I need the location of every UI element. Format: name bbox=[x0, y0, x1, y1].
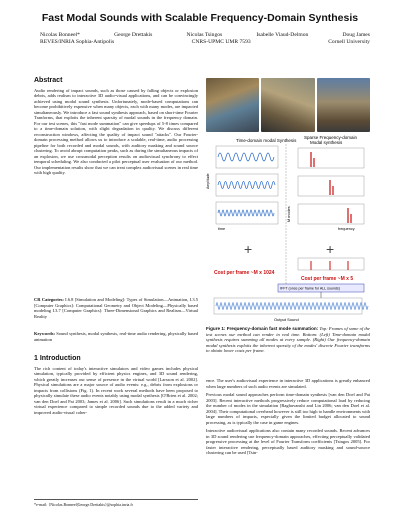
author-name: Isabelle Viaud-Delmon bbox=[256, 32, 309, 38]
right-panel-title: Sparse Frequency-domain bbox=[304, 135, 358, 140]
frequency-domain-plots bbox=[298, 148, 364, 224]
figure-teaser-images bbox=[206, 78, 370, 132]
introduction-section bbox=[34, 356, 198, 418]
author-name: Nicolas Tsingos bbox=[186, 32, 223, 38]
caption-label: Figure 1: bbox=[206, 326, 226, 331]
right-column-text bbox=[206, 378, 370, 459]
cr-label: CR Categories: bbox=[34, 297, 64, 302]
modes-label: M modes bbox=[287, 206, 291, 222]
keywords-label: Keywords: bbox=[34, 331, 55, 336]
affiliation: REVES/INRIA Sophia-Antipolis bbox=[40, 39, 115, 46]
paragraph: Previous modal sound approaches perform time-domain synthesis [van den Doel and Pai 2003]. Recent interactive methods progressively reduce computational load by reducing the number of modes in the simulation [Raghuvanshi and Lin 2006; van den Doel et al. 2004]. Their computational overhead however is still too high to handle environments with large numbers of impacts, especially given the limited budget allocated to sound processing, as is typically the case in game engines. bbox=[206, 392, 371, 425]
cost-right: Cost per frame ~M x 5 bbox=[301, 276, 354, 282]
time-domain-plots bbox=[216, 146, 278, 224]
ifft-label: IFFT (once per frame for ALL sounds) bbox=[280, 286, 340, 291]
sum-symbol: + bbox=[244, 241, 253, 257]
right-panel-subtitle: Modal synthesis bbox=[310, 140, 343, 145]
introduction-heading: 1 Introduction bbox=[34, 355, 81, 362]
footnote: *e-mail: {Nicolas.Bonneel|George.Drettakis}@sophia.inria.fr bbox=[34, 499, 198, 507]
keywords bbox=[34, 331, 198, 342]
abstract-heading: Abstract bbox=[34, 77, 63, 84]
abstract-text: Audio rendering of impact sounds, such as those caused by falling objects or explosion debris, adds realism to interactive 3D audio-visual applications, and can be convincingly achieved using modal sound synthesis. Unfortunately, mode-based computations can become prohibitively expensive when many objects, each with many modes, are impacted simultaneously. We introduce a fast sound synthesis approach, based on short-time Fourier Tranforms, that exploits the inherent sparsity of modal sounds in the frequency domain. For our test scenes, this "fast mode summation" can give speedups of 5-8 times compared to a time-domain solution, with slight degradation in quality. We discuss different reconstruction windows, affecting the quality of impact sound "attacks". Our Fourier-domain processing method allows us to introduce a scalable, real-time, audio processing pipeline for both recorded and modal sounds, with auditory masking and sound source clustering. To avoid abrupt computation peaks, such as during the simultaneous impacts of an explosion, we use crossmodal perception results on audiovisual synchrony to effect temporal scheduling. We also conducted a pilot perceptual user evaluation of our method. Our implementation results show that we can treat complex audiovisual scenes in real time with high quality. bbox=[34, 87, 198, 175]
left-panel-title: Time-domain modal Synthesis bbox=[236, 138, 297, 143]
output-sound-label: Output Sound bbox=[274, 317, 299, 322]
author-name: Doug James bbox=[342, 32, 370, 38]
frequency-axis-label: frequency bbox=[338, 227, 355, 231]
author-name: George Drettakis bbox=[114, 32, 153, 38]
scene-screenshot bbox=[317, 78, 370, 132]
synthesis-diagram bbox=[206, 134, 370, 324]
scene-screenshot bbox=[261, 78, 314, 132]
author-block bbox=[40, 32, 370, 46]
cost-left: Cost per frame ~M x 1024 bbox=[214, 270, 275, 276]
figure-caption bbox=[206, 326, 370, 354]
figure-diagram bbox=[206, 134, 370, 324]
amplitude-label: Amplitude bbox=[206, 173, 210, 189]
keywords-text: Sound synthesis, modal synthesis, real-time audio rendering, physically based animation bbox=[34, 331, 198, 342]
paragraph: ence. The user's audiovisual experience in interactive 3D applications is greatly enhanced when large numbers of such audio events are simulated. bbox=[206, 378, 370, 389]
abstract-section bbox=[34, 78, 198, 179]
affiliation: Cornell University bbox=[328, 39, 370, 46]
cr-categories bbox=[34, 297, 198, 319]
affiliation: CNRS-UPMC UMR 7593 bbox=[191, 39, 251, 46]
scene-screenshot bbox=[206, 78, 259, 132]
sum-symbol: + bbox=[326, 241, 335, 257]
introduction-text: The rich content of today's interactive simulators and video games includes physical simulation, typically provided by efficient physics engines, and 3D sound rendering, which greatly increases our sense of presence in the virtual world [Larsson et al. 2002]. Physical simulations are a major source of audio events: e.g., debris from explosions or impacts from collisions (Fig. 1). In recent work several methods have been proposed to physically simulate these audio events notably using modal synthesis [O'Brien et al. 2002; van den Doel and Pai 2003; James et al. 2006]. Such simulations result in a much richer virtual experience compared to simple recorded sounds due to the added variety and improved audio-visual coher- bbox=[34, 365, 198, 415]
time-axis-label: time bbox=[218, 227, 226, 231]
cr-text: I.6.8 [Simulation and Modeling]: Types of Simulation—Animation, I.3.5 [Computer Graphics]: Computational Geometry and Object Modeling—Physically based modeling I.3.7 [Computer Graphics]: Three-Dimensional Graphics and Realism—Virtual Reality bbox=[34, 297, 198, 319]
caption-title: Frequency-domain fast mode summation: bbox=[226, 326, 319, 331]
paper-title: Fast Modal Sounds with Scalable Frequency-Domain Synthesis bbox=[41, 12, 359, 24]
paragraph: Interactive audiovisual applications also contain many recorded sounds. Recent advances in 3D sound rendering use frequency-domain approaches, effecting perceptually validated progressive processing at the level of Fourier Transform coefficients [Tsingos 2005]. For faster interactive rendering, perceptually based auditory masking and sound-source clustering can be used [Tsin- bbox=[206, 428, 370, 455]
caption-text: Top: Frames of some of the test scenes our method can render in real time. Bottom: (Left) Time-domain modal synthesis requires summing all modes at every sample. (Right) Our frequency-domain modal synthesis exploits the inherent sparsity of the modes' discrete Fourier transforms to obtain lower costs per frame. bbox=[206, 326, 370, 354]
author-name: Nicolas Bonneel* bbox=[40, 32, 80, 38]
